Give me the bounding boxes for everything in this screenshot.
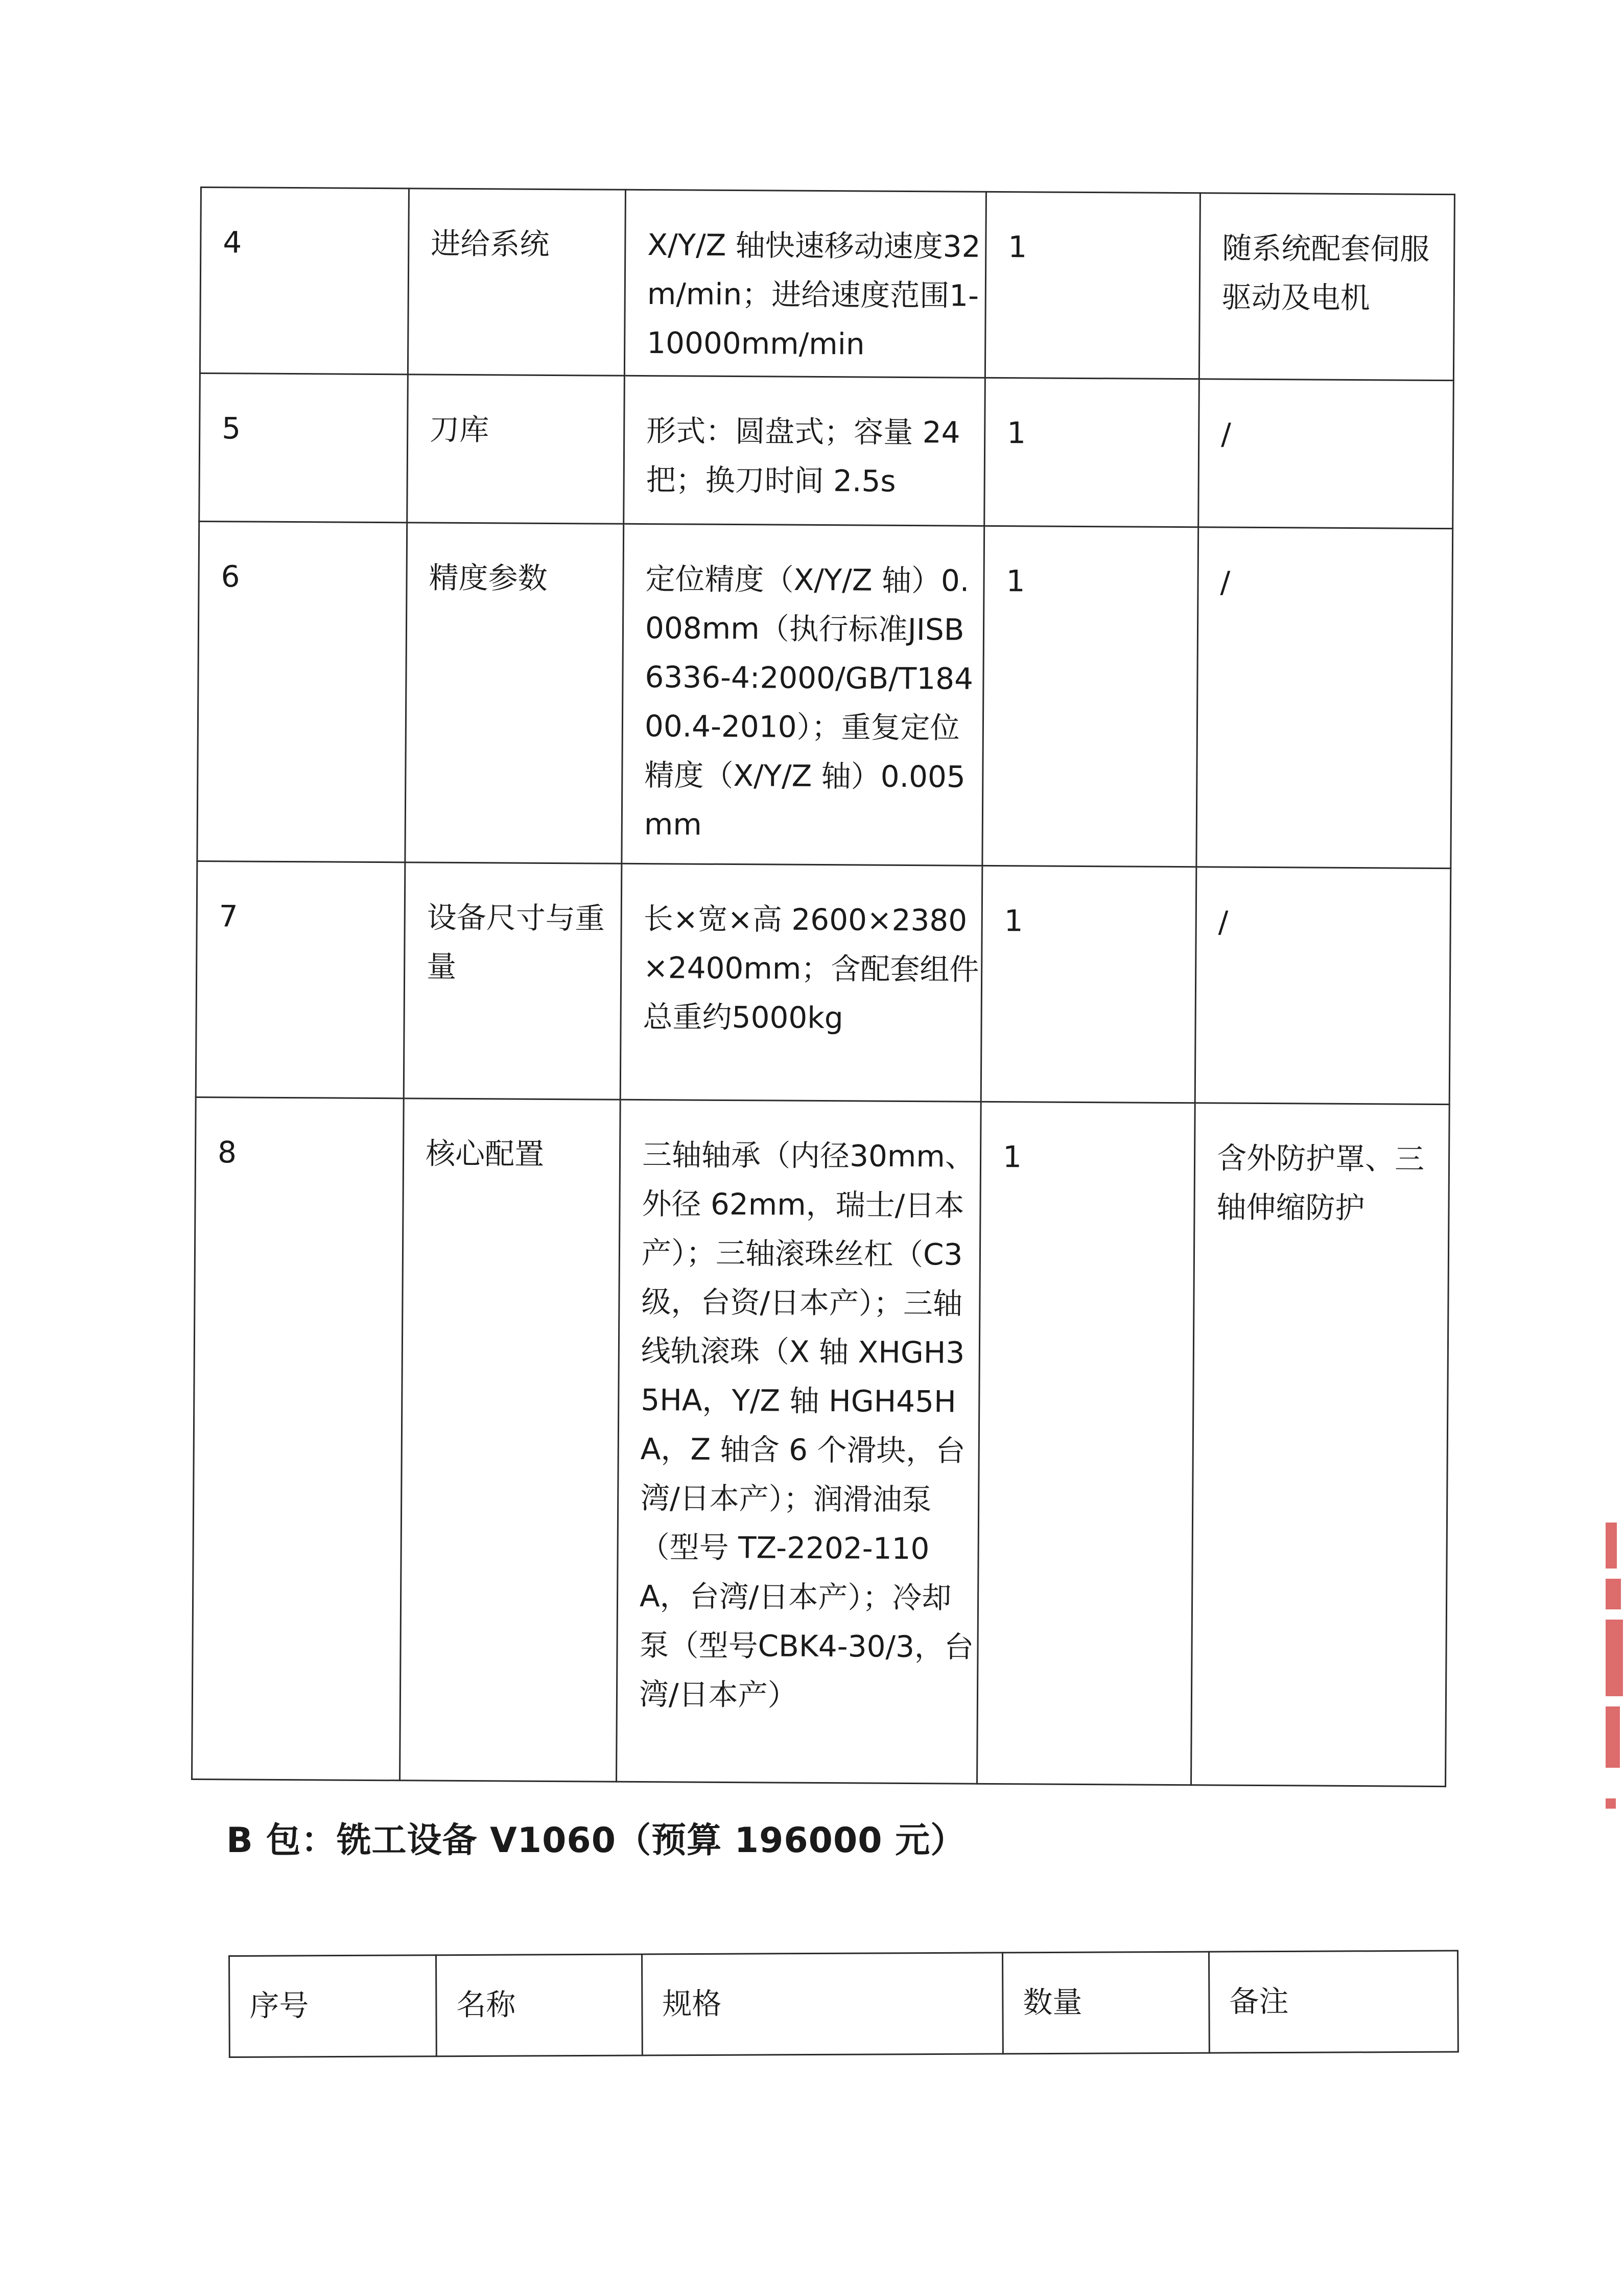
item-quantity: 1 xyxy=(981,865,1196,1103)
item-quantity: 1 xyxy=(982,526,1198,867)
item-spec: 定位精度（X/Y/Z 轴）0.008mm（执行标准JISB6336-4:2000/GB/T18400.4-2010）；重复定位精度（X/Y/Z 轴）0.005mm xyxy=(622,524,984,865)
item-remark: 含外防护罩、三轴伸缩防护 xyxy=(1191,1103,1450,1787)
header-name: 名称 xyxy=(436,1954,643,2056)
row-number: 5 xyxy=(199,373,408,523)
item-quantity: 1 xyxy=(985,192,1200,379)
header-spec: 规格 xyxy=(642,1953,1003,2055)
table-row xyxy=(192,1097,1450,1786)
item-spec: X/Y/Z 轴快速移动速度32m/min；进给速度范围1-10000mm/min xyxy=(624,190,986,378)
item-remark: / xyxy=(1198,379,1454,529)
item-remark: / xyxy=(1195,867,1451,1105)
item-name: 进给系统 xyxy=(408,189,625,376)
header-quantity: 数量 xyxy=(1002,1952,1209,2054)
row-number: 6 xyxy=(197,521,407,862)
package-b-heading: B 包：铣工设备 V1060（预算 196000 元） xyxy=(226,1820,966,1861)
item-spec: 长×宽×高 2600×2380×2400mm；含配套组件总重约5000kg xyxy=(620,863,982,1102)
equipment-spec-table-a xyxy=(191,186,1455,1787)
table-header-row xyxy=(229,1951,1458,2057)
item-remark: 随系统配套伺服驱动及电机 xyxy=(1199,193,1454,381)
seal-stamp-fragment xyxy=(1606,1512,1624,1839)
item-spec: 形式：圆盘式；容量 24 把；换刀时间 2.5s xyxy=(624,376,985,526)
table-row xyxy=(199,373,1454,529)
table-row xyxy=(200,188,1454,381)
table-row xyxy=(197,521,1453,868)
row-number: 4 xyxy=(200,188,409,374)
row-number: 8 xyxy=(192,1097,404,1780)
item-quantity: 1 xyxy=(977,1102,1195,1785)
row-number: 7 xyxy=(196,861,405,1098)
item-name: 核心配置 xyxy=(400,1098,621,1782)
item-name: 刀库 xyxy=(407,374,625,524)
item-name: 精度参数 xyxy=(405,523,624,863)
item-remark: / xyxy=(1196,527,1453,869)
header-remark: 备注 xyxy=(1209,1951,1458,2053)
item-name: 设备尺寸与重量 xyxy=(404,862,622,1099)
equipment-spec-table-b xyxy=(228,1950,1459,2058)
item-spec: 三轴轴承（内径30mm、外径 62mm，瑞士/日本产）；三轴滚珠丝杠（C3 级，台资/日本产）；三轴线轨滚珠（X 轴 XHGH35HA，Y/Z 轴 HGH45HA，Z 轴含 6 个滑块，台湾/日本产）；润滑油泵（型号 TZ-2202-110A，台湾/日本产）；冷却泵（型号CBK4-30/3，台湾/日本产） xyxy=(617,1099,981,1784)
header-number: 序号 xyxy=(229,1955,437,2057)
table-row xyxy=(196,861,1451,1104)
item-quantity: 1 xyxy=(984,378,1199,527)
